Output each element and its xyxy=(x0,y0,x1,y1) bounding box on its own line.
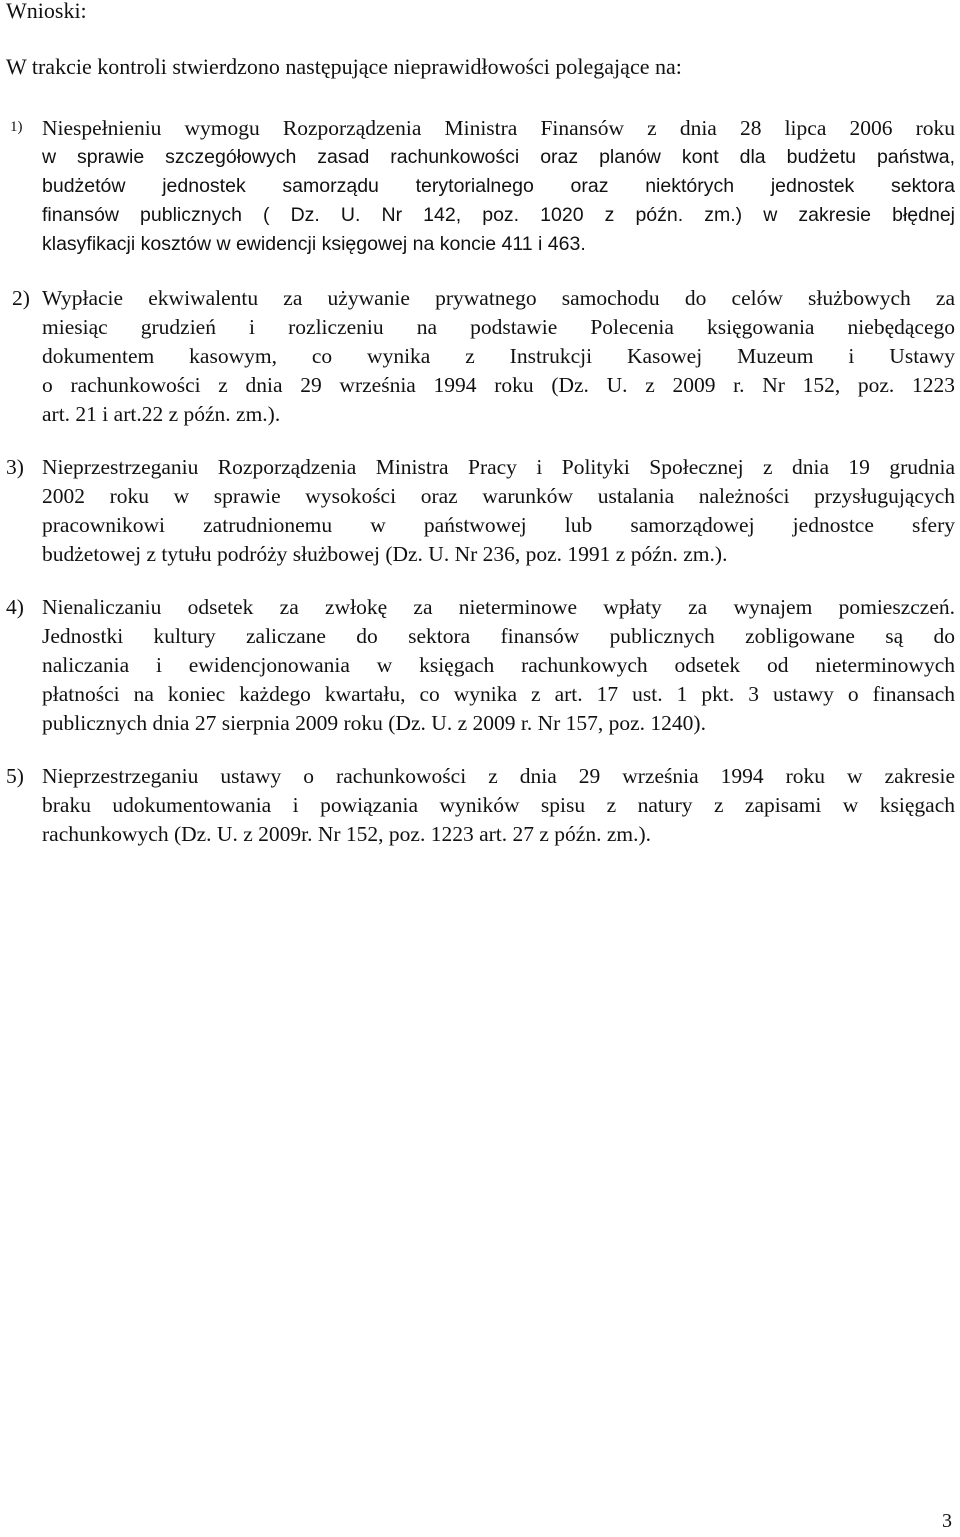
item-line: Nienaliczaniu odsetek za zwłokę za nieterminowe wpłaty za wynajem pomieszczeń. xyxy=(42,595,955,619)
item-line: miesiąc grudzień i rozliczeniu na podstawie Polecenia księgowania niebędącego xyxy=(42,315,955,339)
item-line: w sprawie szczegółowych zasad rachunkowości oraz planów kont dla budżetu państwa, xyxy=(42,146,955,168)
item-number: 4) xyxy=(6,595,24,619)
item-line: Wypłacie ekwiwalentu za używanie prywatnego samochodu do celów służbowych za xyxy=(42,286,955,310)
item-number: 3) xyxy=(6,455,24,479)
item-line: budżetowej z tytułu podróży służbowej (Dz. U. Nr 236, poz. 1991 z późn. zm.). xyxy=(42,542,728,566)
item-line: rachunkowych (Dz. U. z 2009r. Nr 152, poz. 1223 art. 27 z późn. zm.). xyxy=(42,822,652,846)
item-line: publicznych dnia 27 sierpnia 2009 roku (Dz. U. z 2009 r. Nr 157, poz. 1240). xyxy=(42,711,706,735)
item-number: 2) xyxy=(12,286,30,310)
item-line: Niespełnieniu wymogu Rozporządzenia Ministra Finansów z dnia 28 lipca 2006 roku xyxy=(42,116,955,140)
item-line: Nieprzestrzeganiu ustawy o rachunkowości z dnia 29 września 1994 roku w zakresie xyxy=(42,764,955,788)
item-line: art. 21 i art.22 z późn. zm.). xyxy=(42,402,281,426)
item-number: 5) xyxy=(6,764,24,788)
item-text xyxy=(42,284,955,429)
item-line: dokumentem kasowym, co wynika z Instrukcji Kasowej Muzeum i Ustawy xyxy=(42,344,955,368)
item-line: naliczania i ewidencjonowania w księgach rachunkowych odsetek od nieterminowych xyxy=(42,653,955,677)
item-text xyxy=(42,593,955,738)
item-text xyxy=(42,114,955,259)
item-line: o rachunkowości z dnia 29 września 1994 roku (Dz. U. z 2009 r. Nr 152, poz. 1223 xyxy=(42,373,955,397)
item-line: pracownikowi zatrudnionemu w państwowej lub samorządowej jednostce sfery xyxy=(42,513,955,537)
item-line: finansów publicznych ( Dz. U. Nr 142, poz. 1020 z późn. zm.) w zakresie błędnej xyxy=(42,204,955,226)
item-line: Nieprzestrzeganiu Rozporządzenia Ministra Pracy i Polityki Społecznej z dnia 19 grudnia xyxy=(42,455,955,479)
item-line: braku udokumentowania i powiązania wyników spisu z natury z zapisami w księgach xyxy=(42,793,955,817)
item-line: płatności na koniec każdego kwartału, co wynika z art. 17 ust. 1 pkt. 3 ustawy o finansach xyxy=(42,682,955,706)
item-line: 2002 roku w sprawie wysokości oraz warunków ustalania należności przysługujących xyxy=(42,484,955,508)
item-line: budżetów jednostek samorządu terytorialnego oraz niektórych jednostek sektora xyxy=(42,175,955,197)
item-line: klasyfikacji kosztów w ewidencji księgowej na koncie 411 i 463. xyxy=(42,233,586,255)
page-number: 3 xyxy=(942,1510,952,1532)
section-heading: Wnioski: xyxy=(6,0,87,23)
item-text xyxy=(42,762,955,849)
item-number: 1) xyxy=(10,119,23,135)
intro-paragraph: W trakcie kontroli stwierdzono następujące nieprawidłowości polegające na: xyxy=(6,54,682,79)
item-text xyxy=(42,453,955,569)
item-line: Jednostki kultury zaliczane do sektora finansów publicznych zobligowane są do xyxy=(42,624,955,648)
